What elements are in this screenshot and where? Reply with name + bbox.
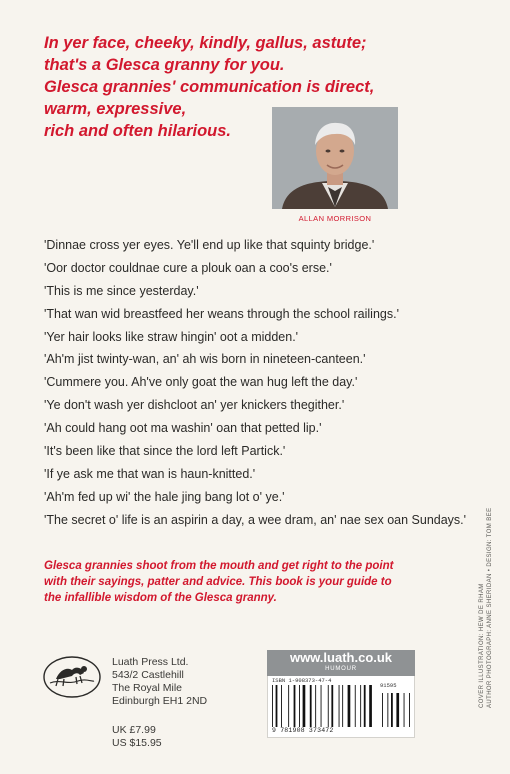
category-label: HUMOUR	[325, 666, 357, 672]
price-block	[112, 724, 162, 750]
quote-item: 'It's been like that since the lord left Partick.'	[44, 444, 286, 459]
intro-line: Glesca grannies' communication is direct,	[44, 78, 375, 96]
outro-line: Glesca grannies shoot from the mouth and get right to the point	[44, 560, 394, 572]
quote-item: 'Ye don't wash yer dishcloot an' yer knickers thegither.'	[44, 398, 345, 413]
publisher-address	[112, 656, 207, 708]
intro-line: In yer face, cheeky, kindly, gallus, astute;	[44, 34, 367, 52]
quote-item: 'Dinnae cross yer eyes. Ye'll end up like that squinty bridge.'	[44, 238, 375, 252]
publisher-logo	[42, 655, 102, 699]
barcode-digits: 9 781908 373472	[272, 727, 334, 734]
website-url: www.luath.co.uk	[289, 650, 393, 665]
outro-blurb	[44, 558, 484, 606]
price-uk: UK £7.99	[112, 724, 156, 736]
barcode-addon-digits: 91595	[380, 682, 397, 689]
quote-item: 'Oor doctor couldnae cure a plouk oan a coo's erse.'	[44, 260, 332, 275]
address-line: Luath Press Ltd.	[112, 656, 189, 668]
intro-line: that's a Glesca granny for you.	[44, 56, 285, 74]
barcode-body	[267, 676, 415, 738]
address-line: 543/2 Castlehill	[112, 669, 184, 681]
quote-item: 'Ah'm jist twinty-wan, an' ah wis born in nineteen-canteen.'	[44, 352, 366, 367]
outro-line: the infallible wisdom of the Glesca granny.	[44, 592, 277, 604]
quote-item: 'If ye ask me that wan is haun-knitted.'	[44, 466, 256, 481]
quote-item: 'That wan wid breastfeed her weans through the school railings.'	[44, 306, 399, 321]
credit-line: COVER ILLUSTRATION: HEW DE RHAM	[479, 583, 485, 708]
quote-item: 'This is me since yesterday.'	[44, 283, 199, 298]
credit-line: AUTHOR PHOTOGRAPH: ANNE SHERIDAN • DESIGN: TOM BEE	[487, 507, 493, 708]
quote-item: 'Ah could hang oot ma washin' oan that petted lip.'	[44, 421, 322, 436]
quote-item: 'Ah'm fed up wi' the hale jing bang lot o' ye.'	[44, 489, 285, 504]
barcode-bars	[272, 685, 410, 727]
address-line: The Royal Mile	[112, 682, 183, 694]
barcode-panel	[267, 650, 415, 738]
isbn-text: ISBN 1-908373-47-4	[272, 677, 332, 684]
address-line: Edinburgh EH1 2ND	[112, 695, 208, 707]
quote-item: 'The secret o' life is an aspirin a day, a wee dram, an' nae sex oan Sundays.'	[44, 512, 467, 527]
intro-line: rich and often hilarious.	[44, 122, 232, 140]
author-photo	[272, 107, 398, 209]
quote-list	[44, 238, 489, 536]
outro-line: with their sayings, patter and advice. This book is your guide to	[44, 576, 392, 588]
intro-line: warm, expressive,	[44, 100, 187, 118]
cover-credits	[478, 508, 494, 708]
price-us: US $15.95	[112, 737, 162, 749]
intro-blurb	[44, 32, 484, 142]
quote-item: 'Cummere you. Ah've only goat the wan hug left the day.'	[44, 375, 358, 390]
photo-caption: ALLAN MORRISON	[298, 214, 372, 223]
barcode-header	[267, 650, 415, 676]
quote-item: 'Yer hair looks like straw hingin' oot a midden.'	[44, 329, 299, 344]
